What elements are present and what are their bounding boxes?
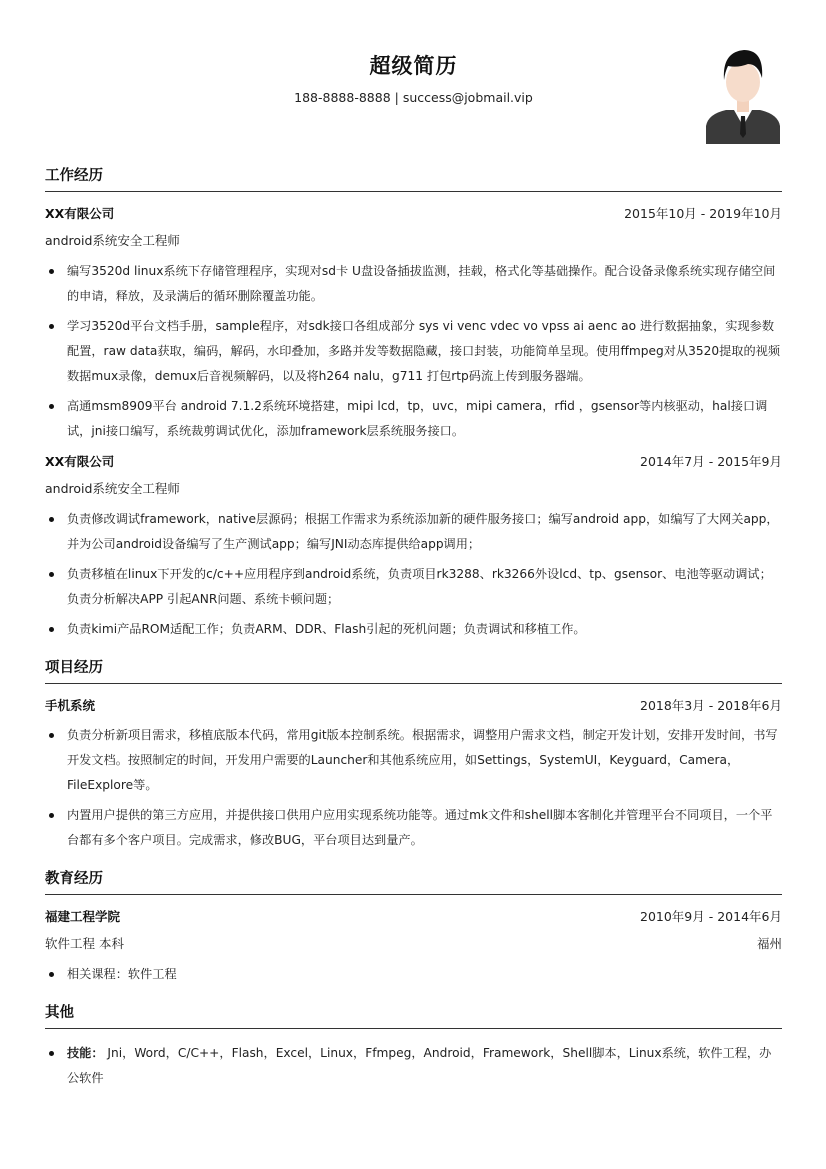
list-item: 负责修改调试framework，native层源码；根据工作需求为系统添加新的硬件服务接口；编写android app，如编写了大网关app，并为公司android设备编写了生产测试app；编写JNI动态库提供给app调用；	[45, 507, 782, 557]
major-degree: 软件工程 本科	[45, 936, 124, 951]
skills-item	[45, 1041, 782, 1091]
list-item: 负责kimi产品ROM适配工作；负责ARM、DDR、Flash引起的死机问题；负责调试和移植工作。	[45, 617, 782, 642]
education-dates: 2010年9月 - 2014年6月	[640, 909, 782, 924]
list-item: 内置用户提供的第三方应用，并提供接口供用户应用实现系统功能等。通过mk文件和shell脚本客制化并管理平台不同项目，一个平台都有多个客户项目。完成需求，修改BUG，平台项目达到量产。	[45, 803, 782, 853]
school-location: 福州	[756, 936, 782, 951]
work-dates: 2014年7月 - 2015年9月	[640, 454, 782, 469]
other-section-title: 其他	[45, 1001, 782, 1029]
list-item: 相关课程：软件工程	[45, 962, 782, 987]
list-item: 高通msm8909平台 android 7.1.2系统环境搭建，mipi lcd，tp，uvc，mipi camera，rfid ，gsensor等内核驱动，hal接口调试，jni接口编写，系统裁剪调试优化，添加framework层系统服务接口。	[45, 394, 782, 444]
list-item: 负责分析新项目需求，移植底版本代码，常用git版本控制系统。根据需求，调整用户需求文档，制定开发计划，安排开发时间，书写开发文档。按照制定的时间，开发用户需要的Launcher和其他系统应用，如Settings，SystemUI，Keyguard，Camera，FileExplore等。	[45, 723, 782, 798]
job-title: android系统安全工程师	[45, 233, 180, 248]
skills-text: Jni，Word，C/C++，Flash，Excel，Linux，Ffmpeg，Android，Framework，Shell脚本，Linux系统，软件工程，办公软件	[67, 1046, 772, 1085]
resume-page	[45, 0, 782, 1099]
list-item: 负责移植在linux下开发的c/c++应用程序到android系统，负责项目rk3288、rk3266外设lcd、tp、gsensor、电池等驱动调试；负责分析解决APP 引起ANR问题、系统卡顿问题；	[45, 562, 782, 612]
project-section	[45, 656, 782, 853]
school-name: 福建工程学院	[45, 909, 121, 924]
list-item: 编写3520d linux系统下存储管理程序，实现对sd卡 U盘设备插拔监测，挂载，格式化等基础操作。配合设备录像系统实现存储空间的申请，释放，及录满后的循环删除覆盖功能。	[45, 259, 782, 309]
education-section-title: 教育经历	[45, 867, 782, 895]
project-dates: 2018年3月 - 2018年6月	[640, 698, 782, 713]
company-name: XX有限公司	[45, 206, 115, 221]
other-section	[45, 1001, 782, 1091]
project-name: 手机系统	[45, 698, 96, 713]
job-title: android系统安全工程师	[45, 481, 180, 496]
work-entry	[45, 452, 782, 642]
contact-info: 188-8888-8888 | success@jobmail.vip	[294, 90, 533, 105]
project-section-title: 项目经历	[45, 656, 782, 684]
company-name: XX有限公司	[45, 454, 115, 469]
work-section-title: 工作经历	[45, 164, 782, 192]
resume-header	[45, 0, 782, 150]
candidate-name: 超级简历	[369, 54, 458, 78]
skills-label: 技能：	[67, 1046, 104, 1060]
list-item: 学习3520d平台文档手册，sample程序，对sdk接口各组成部分 sys vi venc vdec vo vpss ai aenc ao 进行数据抽象，实现参数配置，raw data获取，编码，解码，水印叠加，多路并发等数据隐藏，接口封装，功能简单呈现。使用ffmpeg对从3520提取的视频数据mux录像，demux后音视频解码，以及将h264 nalu，g711 打包rtp码流上传到服务器端。	[45, 314, 782, 389]
work-dates: 2015年10月 - 2019年10月	[624, 206, 782, 221]
education-section	[45, 867, 782, 987]
work-section	[45, 164, 782, 642]
avatar	[704, 42, 782, 144]
work-entry	[45, 204, 782, 444]
project-entry	[45, 696, 782, 853]
